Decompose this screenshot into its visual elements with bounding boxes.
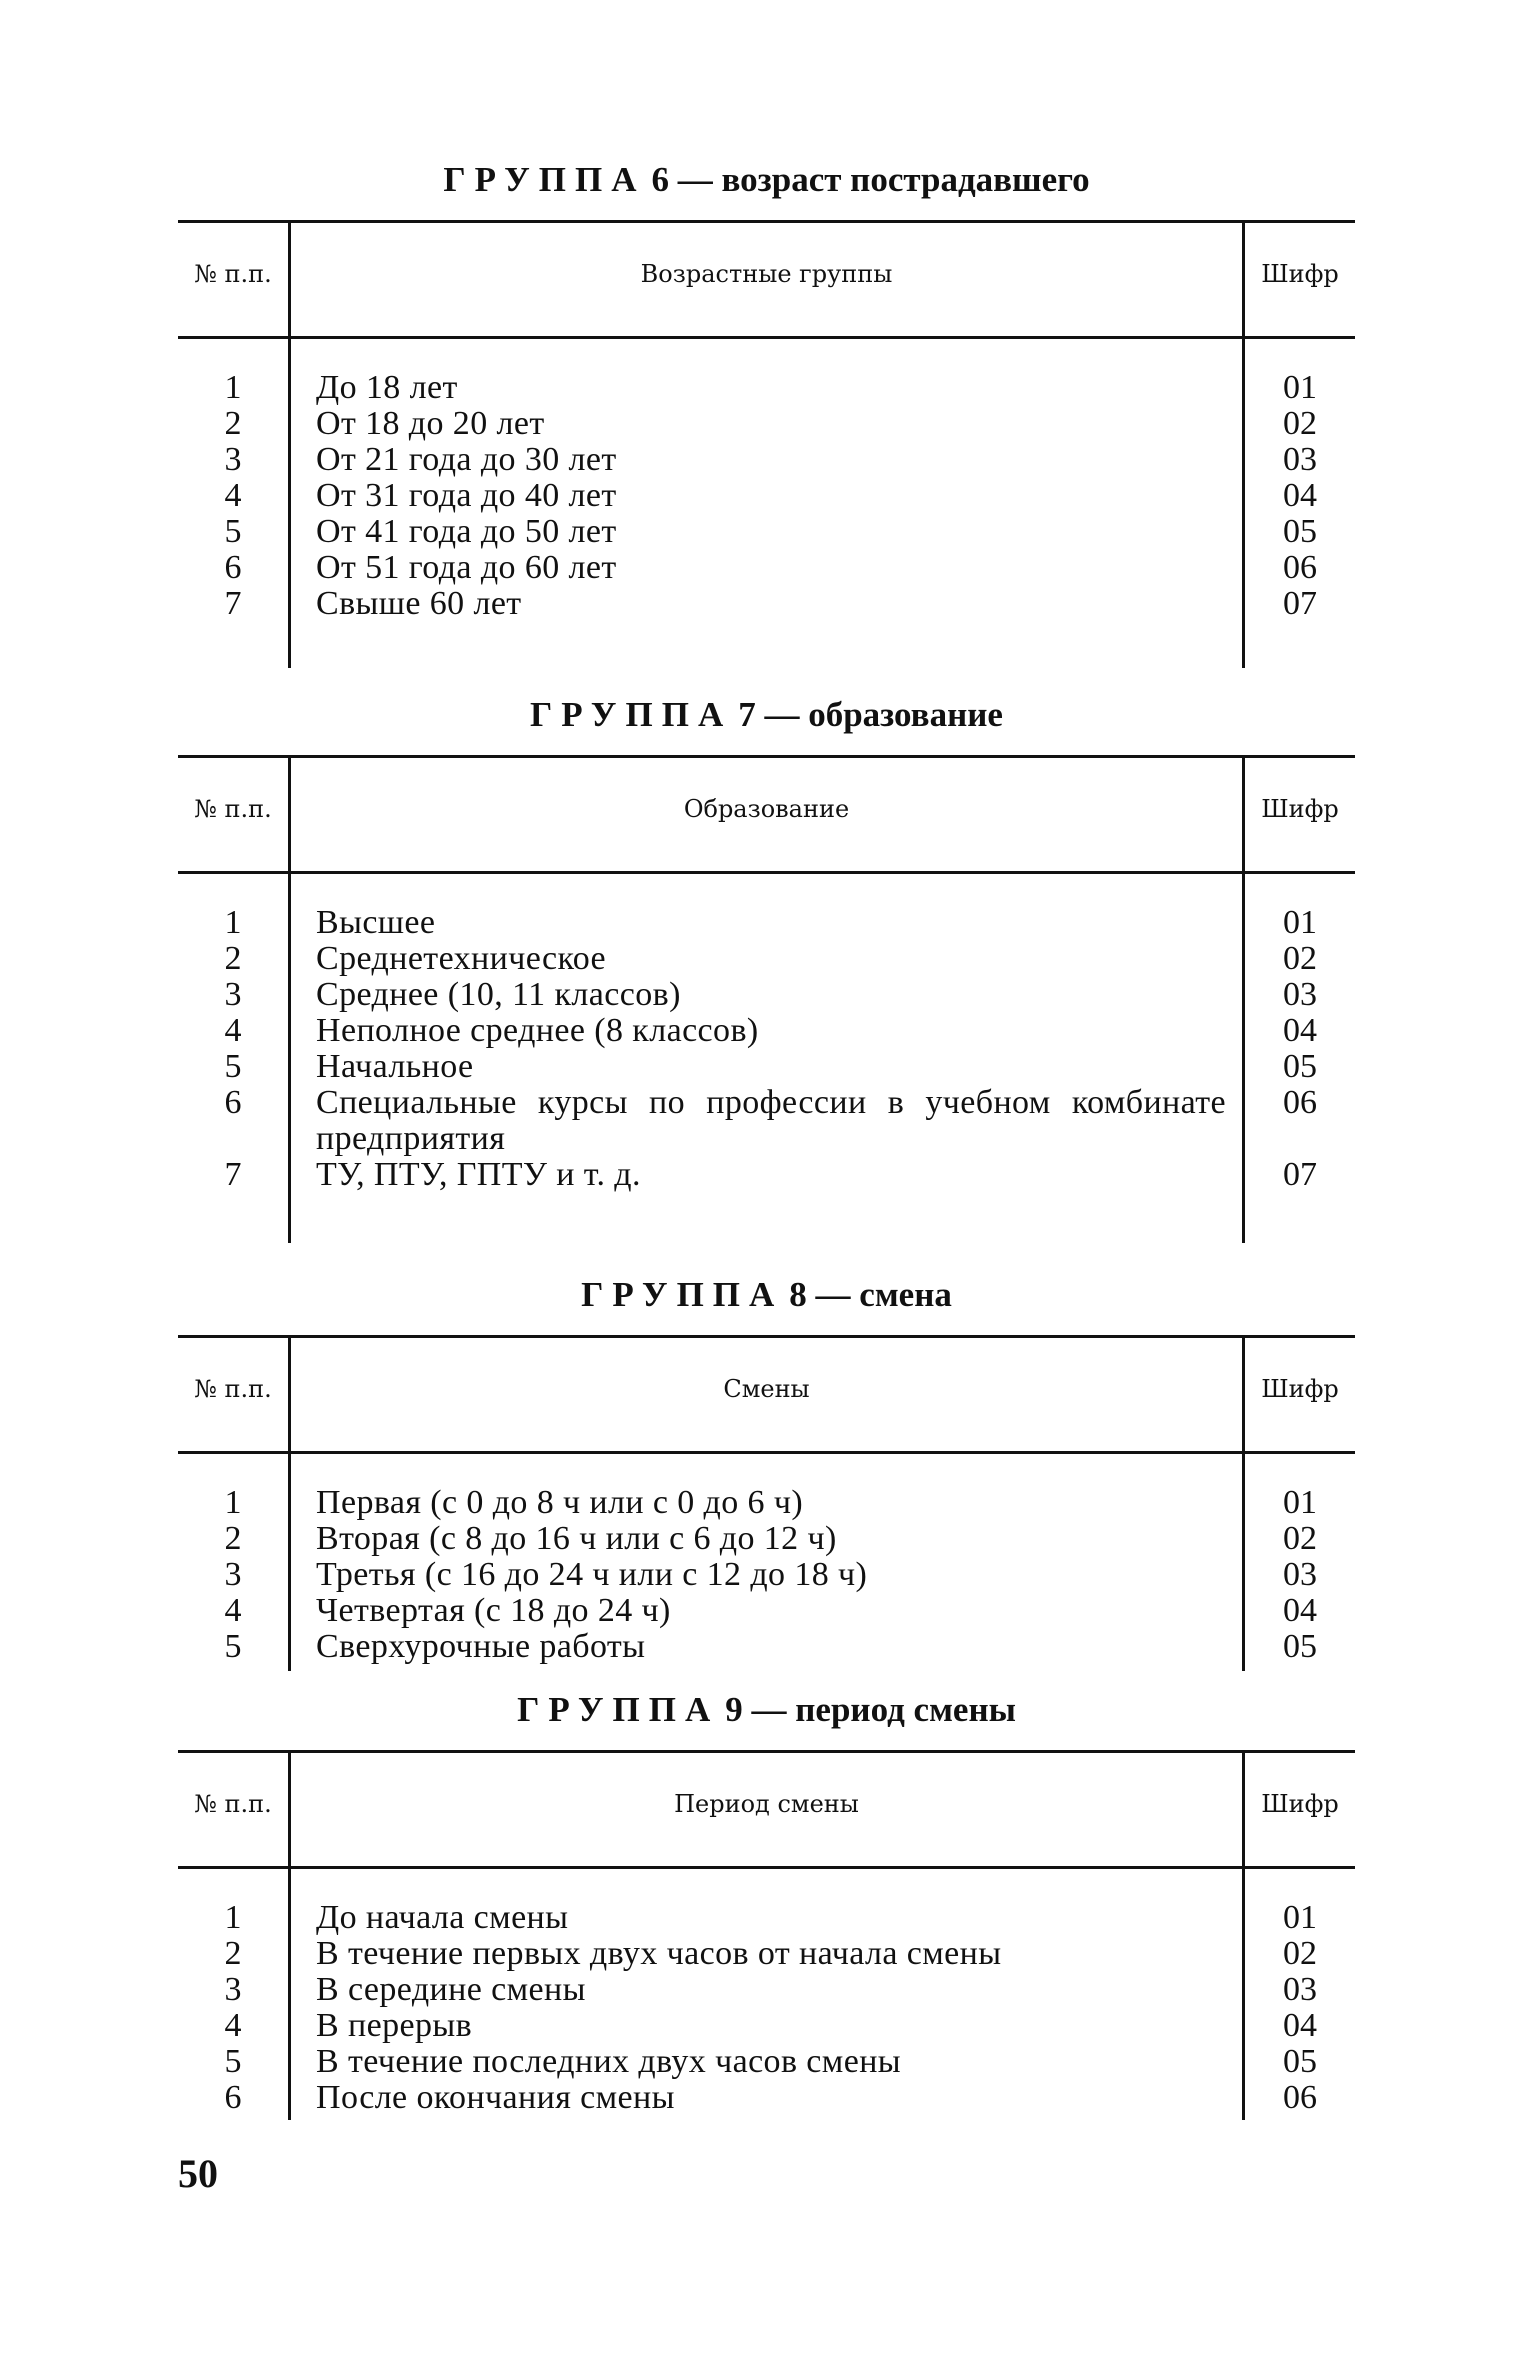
header-code: Шифр (1261, 1790, 1339, 1818)
row-code: 04 (1283, 477, 1317, 514)
row-number: 2 (224, 1520, 242, 1557)
row-code: 05 (1283, 513, 1317, 550)
header-bottom-rule (178, 1866, 1355, 1869)
row-number: 7 (224, 585, 242, 622)
header-name: Возрастные группы (640, 260, 893, 288)
row-number: 7 (224, 1156, 242, 1193)
row-text: Свыше 60 лет (316, 585, 522, 622)
row-number: 5 (224, 1048, 242, 1085)
row-text: Вторая (с 8 до 16 ч или с 6 до 12 ч) (316, 1520, 837, 1557)
row-number: 3 (224, 1556, 242, 1593)
row-text: Четвертая (с 18 до 24 ч) (316, 1592, 671, 1629)
text-column (316, 905, 1316, 1193)
group-8-table (178, 1335, 1355, 1675)
row-code: 02 (1283, 940, 1317, 977)
row-text: До начала смены (316, 1899, 569, 1936)
row-text: Третья (с 16 до 24 ч или с 12 до 18 ч) (316, 1556, 868, 1593)
code-column (1245, 905, 1355, 1193)
header-num: № п.п. (194, 260, 272, 288)
row-number: 6 (224, 549, 242, 586)
group-title-text: 6 — возраст пострадавшего (651, 160, 1090, 199)
row-number: 2 (224, 405, 242, 442)
code-column (1245, 370, 1355, 622)
header-bottom-rule (178, 336, 1355, 339)
row-number: 5 (224, 2043, 242, 2080)
row-number: 2 (224, 1935, 242, 1972)
row-text: От 31 года до 40 лет (316, 477, 617, 514)
row-code: 03 (1283, 441, 1317, 478)
header-code: Шифр (1261, 1375, 1339, 1403)
group-8-title (178, 1275, 1355, 1315)
row-number: 3 (224, 1971, 242, 2008)
header-name: Смены (723, 1375, 810, 1403)
header-bottom-rule (178, 871, 1355, 874)
row-text: В перерыв (316, 2007, 473, 2044)
row-code: 04 (1283, 1012, 1317, 1049)
row-code: 06 (1283, 1084, 1317, 1121)
row-number: 1 (224, 369, 242, 406)
row-text: Начальное (316, 1048, 474, 1085)
group-7-table (178, 755, 1355, 1245)
group-title-prefix: ГРУППА (443, 160, 646, 199)
row-text: После окончания смены (316, 2079, 675, 2116)
header-code: Шифр (1261, 795, 1339, 823)
row-code: 06 (1283, 549, 1317, 586)
num-column (178, 1485, 288, 1665)
group-title-prefix: ГРУППА (581, 1275, 784, 1314)
num-column (178, 1900, 288, 2116)
row-text: В середине смены (316, 1971, 586, 2008)
row-number: 6 (224, 2079, 242, 2116)
row-text: В течение первых двух часов от начала смены (316, 1935, 1002, 1972)
row-number: 4 (224, 2007, 242, 2044)
row-text: Сверхурочные работы (316, 1628, 646, 1665)
row-code: 02 (1283, 1520, 1317, 1557)
row-code: 02 (1283, 1935, 1317, 1972)
page-number: 50 (178, 2151, 218, 2196)
row-text: От 41 года до 50 лет (316, 513, 617, 550)
row-code: 03 (1283, 1556, 1317, 1593)
group-title-text: 8 — смена (789, 1275, 952, 1314)
table-top-rule (178, 755, 1355, 758)
text-column (316, 1900, 1316, 2116)
row-code: 03 (1283, 1971, 1317, 2008)
text-column (316, 370, 1316, 622)
column-divider-left (288, 755, 291, 1243)
row-number: 4 (224, 1012, 242, 1049)
text-column (316, 1485, 1316, 1665)
group-9-section (178, 1680, 1355, 2130)
row-number: 2 (224, 940, 242, 977)
row-text: От 21 года до 30 лет (316, 441, 617, 478)
header-num: № п.п. (194, 795, 272, 823)
row-number: 1 (224, 1899, 242, 1936)
row-code: 01 (1283, 1484, 1317, 1521)
header-name: Образование (683, 795, 850, 823)
row-code: 01 (1283, 1899, 1317, 1936)
group-9-title (178, 1690, 1355, 1730)
row-code: 01 (1283, 904, 1317, 941)
row-number: 4 (224, 477, 242, 514)
group-6-title (178, 160, 1355, 200)
header-code: Шифр (1261, 260, 1339, 288)
group-8-section (178, 1265, 1355, 1685)
code-column (1245, 1900, 1355, 2116)
row-number: 5 (224, 1628, 242, 1665)
row-number: 6 (224, 1084, 242, 1121)
header-bottom-rule (178, 1451, 1355, 1454)
row-code: 06 (1283, 2079, 1317, 2116)
row-number: 5 (224, 513, 242, 550)
group-title-text: 9 — период смены (725, 1690, 1016, 1729)
group-9-table (178, 1750, 1355, 2120)
table-top-rule (178, 1750, 1355, 1753)
row-code: 03 (1283, 976, 1317, 1013)
row-code: 07 (1283, 1156, 1317, 1193)
group-title-prefix: ГРУППА (530, 695, 733, 734)
row-code: 04 (1283, 1592, 1317, 1629)
group-title-prefix: ГРУППА (517, 1690, 720, 1729)
header-num: № п.п. (194, 1375, 272, 1403)
row-text: Первая (с 0 до 8 ч или с 0 до 6 ч) (316, 1484, 804, 1521)
row-code: 05 (1283, 2043, 1317, 2080)
row-code: 05 (1283, 1628, 1317, 1665)
row-code: 01 (1283, 369, 1317, 406)
group-title-text: 7 — образование (738, 695, 1003, 734)
row-number: 3 (224, 441, 242, 478)
row-number: 4 (224, 1592, 242, 1629)
row-text: Неполное среднее (8 классов) (316, 1012, 759, 1049)
row-text: Среднее (10, 11 классов) (316, 976, 681, 1013)
code-column (1245, 1485, 1355, 1665)
row-number: 1 (224, 904, 242, 941)
row-code: 04 (1283, 2007, 1317, 2044)
row-text: ТУ, ПТУ, ГПТУ и т. д. (316, 1156, 641, 1193)
row-text: Высшее (316, 904, 436, 941)
header-name: Период смены (674, 1790, 859, 1818)
table-top-rule (178, 220, 1355, 223)
group-6-table (178, 220, 1355, 670)
header-num: № п.п. (194, 1790, 272, 1818)
num-column (178, 905, 288, 1193)
row-code: 05 (1283, 1048, 1317, 1085)
num-column (178, 370, 288, 622)
row-text: До 18 лет (316, 369, 458, 406)
row-number: 1 (224, 1484, 242, 1521)
row-text: В течение последних двух часов смены (316, 2043, 902, 2080)
row-text: От 51 года до 60 лет (316, 549, 617, 586)
row-text: Специальные курсы по профессии в учебном комбинате предприятия (316, 1084, 1226, 1157)
group-7-section (178, 685, 1355, 1255)
row-number: 3 (224, 976, 242, 1013)
row-code: 02 (1283, 405, 1317, 442)
row-text: От 18 до 20 лет (316, 405, 545, 442)
row-code: 07 (1283, 585, 1317, 622)
group-6-section (178, 150, 1355, 670)
group-7-title (178, 695, 1355, 735)
table-top-rule (178, 1335, 1355, 1338)
row-text: Среднетехническое (316, 940, 607, 977)
